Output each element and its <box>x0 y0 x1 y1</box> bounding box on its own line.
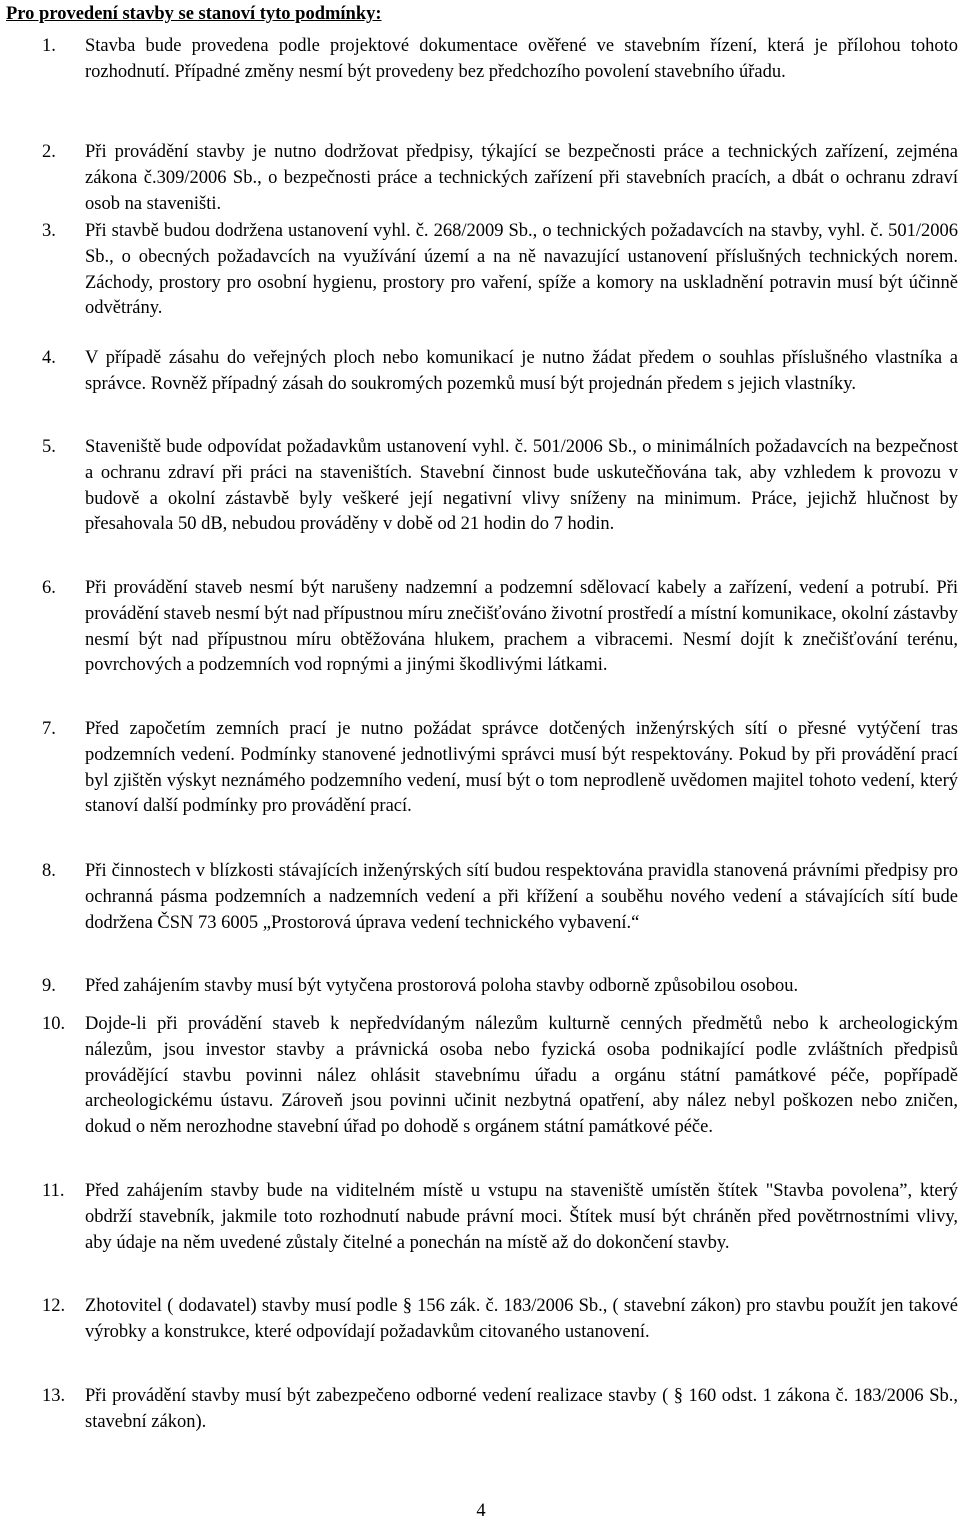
condition-text: Při stavbě budou dodržena ustanovení vyhl. č. 268/2009 Sb., o technických požadavcích na stavby, vyhl. č. 501/2006 Sb., o obecných požadavcích na využívání území a na ně navazující ustanovení příslušných technických norem. Záchody, prostory pro osobní hygienu, prostory pro vaření, spíže a komory na uskladnění potravin musí být účinně odvětrány. <box>85 221 958 319</box>
condition-text: V případě zásahu do veřejných ploch nebo komunikací je nutno žádat předem o souhlas příslušného vlastníka a správce. Rovněž případný zásah do soukromých pozemků musí být projednán předem s jejich vlastníky. <box>85 348 958 394</box>
condition-number: 7. <box>42 719 56 739</box>
condition-number: 13. <box>42 1386 66 1406</box>
condition-number: 4. <box>42 348 56 368</box>
condition-text: Staveniště bude odpovídat požadavkům ustanovení vyhl. č. 501/2006 Sb., o minimálních požadavcích na bezpečnost a ochranu zdraví při práci na staveništích. Stavební činnost bude uskutečňována tak, aby vzhledem k provozu v budově a okolní zástavbě byly veškeré její negativní vlivy sníženy na minimum. Práce, jejichž hlučnost by přesahovala 50 dB, nebudou prováděny v době od 21 hodin do 7 hodin. <box>85 437 958 535</box>
condition-text: Před započetím zemních prací je nutno požádat správce dotčených inženýrských sítí o přesné vytýčení tras podzemních vedení. Podmínky stanovené jednotlivými správci musí být respektovány. Pokud by při provádění prací byl zjištěn výskyt neznámého podzemního vedení, musí být o tom neprodleně uvědomen majitel tohoto vedení, který stanoví další podmínky pro provádění prací. <box>85 719 958 817</box>
condition-text: Při provádění staveb nesmí být narušeny nadzemní a podzemní sdělovací kabely a zařízení, vedení a potrubí. Při provádění staveb nesmí být nad přípustnou míru znečišťováno životní prostředí a místní komunikace, okolní zástavby nesmí být nad přípustnou míru obtěžována hlukem, prachem a vibracemi. Nesmí dojít k znečišťování terénu, povrchových a podzemních vod ropnými a jinými škodlivými látkami. <box>85 578 958 676</box>
page-number: 4 <box>476 1501 486 1521</box>
condition-text: Před zahájením stavby musí být vytyčena prostorová poloha stavby odborně způsobilou osobou. <box>85 976 799 996</box>
condition-text: Při provádění stavby je nutno dodržovat předpisy, týkající se bezpečnosti práce a technických zařízení, zejména zákona č.309/2006 Sb., o bezpečnosti práce a technických zařízení při stavebních pracích, a dbát o ochranu zdraví osob na staveništi. <box>85 142 958 214</box>
condition-number: 3. <box>42 221 56 241</box>
condition-text: Zhotovitel ( dodavatel) stavby musí podle § 156 zák. č. 183/2006 Sb., ( stavební zákon) pro stavbu použít jen takové výrobky a konstrukce, které odpovídají požadavkům citovaného ustanovení. <box>85 1296 958 1342</box>
condition-number: 8. <box>42 861 56 881</box>
condition-text: Dojde-li při provádění staveb k nepředvídaným nálezům kulturně cenných předmětů nebo k archeologickým nálezům, jsou investor stavby a právnická osoba nebo fyzická osoba podnikající podle zvláštních předpisů provádějící stavbu povinni nález ohlásit stavebnímu úřadu a orgánu státní památkové péče, popřípadě archeologickému ústavu. Zároveň jsou povinni učinit nezbytná opatření, aby nález nebyl poškozen nebo zničen, dokud o něm nerozhodne stavební úřad po dohodě s orgánem státní památkové péče. <box>85 1014 958 1138</box>
condition-number: 6. <box>42 578 56 598</box>
conditions-heading: Pro provedení stavby se stanoví tyto podmínky: <box>6 4 382 24</box>
condition-number: 9. <box>42 976 56 996</box>
condition-number: 1. <box>42 36 56 56</box>
condition-number: 11. <box>42 1181 65 1201</box>
condition-text: Před zahájením stavby bude na viditelném místě u vstupu na staveniště umístěn štítek "Stavba povolena”, který obdrží stavebník, jakmile toto rozhodnutí nabude právní moci. Štítek musí být chráněn před povětrnostními vlivy, aby údaje na něm uvedené zůstaly čitelné a ponechán na místě až do dokončení stavby. <box>85 1181 958 1253</box>
condition-number: 2. <box>42 142 56 162</box>
condition-number: 12. <box>42 1296 66 1316</box>
condition-number: 10. <box>42 1014 66 1034</box>
condition-text: Při provádění stavby musí být zabezpečeno odborné vedení realizace stavby ( § 160 odst. 1 zákona č. 183/2006 Sb., stavební zákon). <box>85 1386 958 1432</box>
condition-number: 5. <box>42 437 56 457</box>
page-footer <box>0 1500 960 1522</box>
condition-text: Při činnostech v blízkosti stávajících inženýrských sítí budou respektována pravidla stanovená právními předpisy pro ochranná pásma podzemních a nadzemních vedení a při křížení a souběhu nového vedení a stávajících sítí bude dodržena ČSN 73 6005 „Prostorová úprava vedení technického vybavení.“ <box>85 861 958 933</box>
condition-text: Stavba bude provedena podle projektové dokumentace ověřené ve stavebním řízení, která je přílohou tohoto rozhodnutí. Případné změny nesmí být provedeny bez předchozího povolení stavebního úřadu. <box>85 36 958 82</box>
